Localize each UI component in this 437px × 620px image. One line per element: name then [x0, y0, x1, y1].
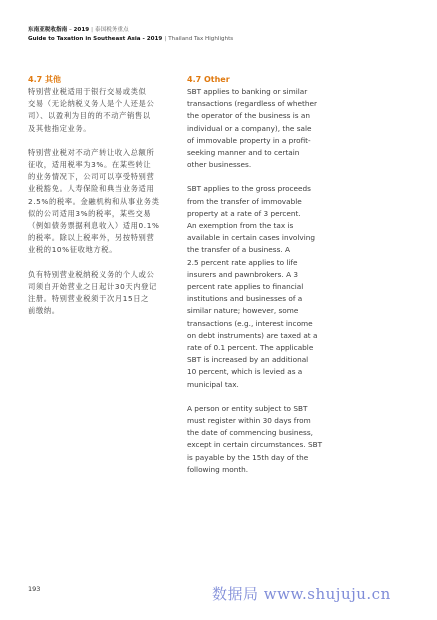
section-heading-cn: 4.7 其他 — [28, 75, 61, 84]
en-paragraph: A person or entity subject to SBT must register within 30 days from the date of commencing business, except in certain circumstances. SBT is payable by the 15th day of the following month. — [187, 403, 323, 474]
header-chinese-line — [28, 26, 418, 35]
cn-paragraph: 负有特别营业税纳税义务的个人或公 司须自开始营业之日起计30天内登记 注册。特别营业税须于次月15日之 前缴纳。 — [28, 269, 157, 316]
cn-paragraph: 特别营业税适用于银行交易或类似 交易（无论纳税义务人是个人还是公 司）、以盈利为目的的不动产销售以 及其他指定业务。 — [28, 87, 155, 133]
header-cn-subtitle: 泰国税务重点 — [95, 27, 129, 33]
page-number: 193 — [28, 585, 41, 593]
en-paragraph: SBT applies to the gross proceeds from the transfer of immovable property at a rate of 3 percent. An exemption from the tax is available in certain cases involving the transfer of a business. A 2.5 percent rate applies to life insurers and pawnbrokers. A 3 percent rate applies to financial institutions and businesses of a similar nature; however, some transactions (e.g., interest income on debt instruments) are taxed at a rate of 0.1 percent. The applicable SBT is increased by an additional 10 percent, which is levied as a municipal tax. — [187, 184, 318, 389]
en-paragraph: SBT applies to banking or similar transactions (regardless of whether the operator of the business is an individual or a company), the sale of immovable property in a profit- seeking manner and to certain other businesses. — [187, 87, 317, 170]
header-separator: | — [91, 27, 93, 33]
header-cn-title: 东南亚税收指南 — [28, 27, 68, 33]
section-heading-en: 4.7 Other — [187, 75, 230, 84]
header-en-subtitle: Thailand Tax Highlights — [168, 36, 234, 42]
cn-paragraph: 特别营业税对不动产转让收入总额所 征收，适用税率为3%。在某些转让 的业务情况下，公司可以享受特别营 业税豁免。人寿保险和典当业务适用 2.5%的税率。金融机构和从事业务类 似的公司适用3%的税率，某些交易 （例如债务票据利息收入）适用0.1% 的税率。除以上税率外，另按特别营 业税的10%征收地方税。 — [28, 147, 160, 255]
page-header — [28, 26, 418, 44]
watermark: 数据局 www.shujuju.cn — [212, 585, 391, 603]
header-year: 2019 — [73, 27, 90, 33]
header-en-title: Guide to Taxation in Southeast Asia - 2019 — [28, 36, 163, 42]
english-column — [187, 74, 335, 488]
chinese-column — [28, 74, 172, 329]
header-separator: | — [164, 36, 167, 42]
header-dash: – — [67, 27, 74, 33]
header-english-line — [28, 35, 418, 44]
